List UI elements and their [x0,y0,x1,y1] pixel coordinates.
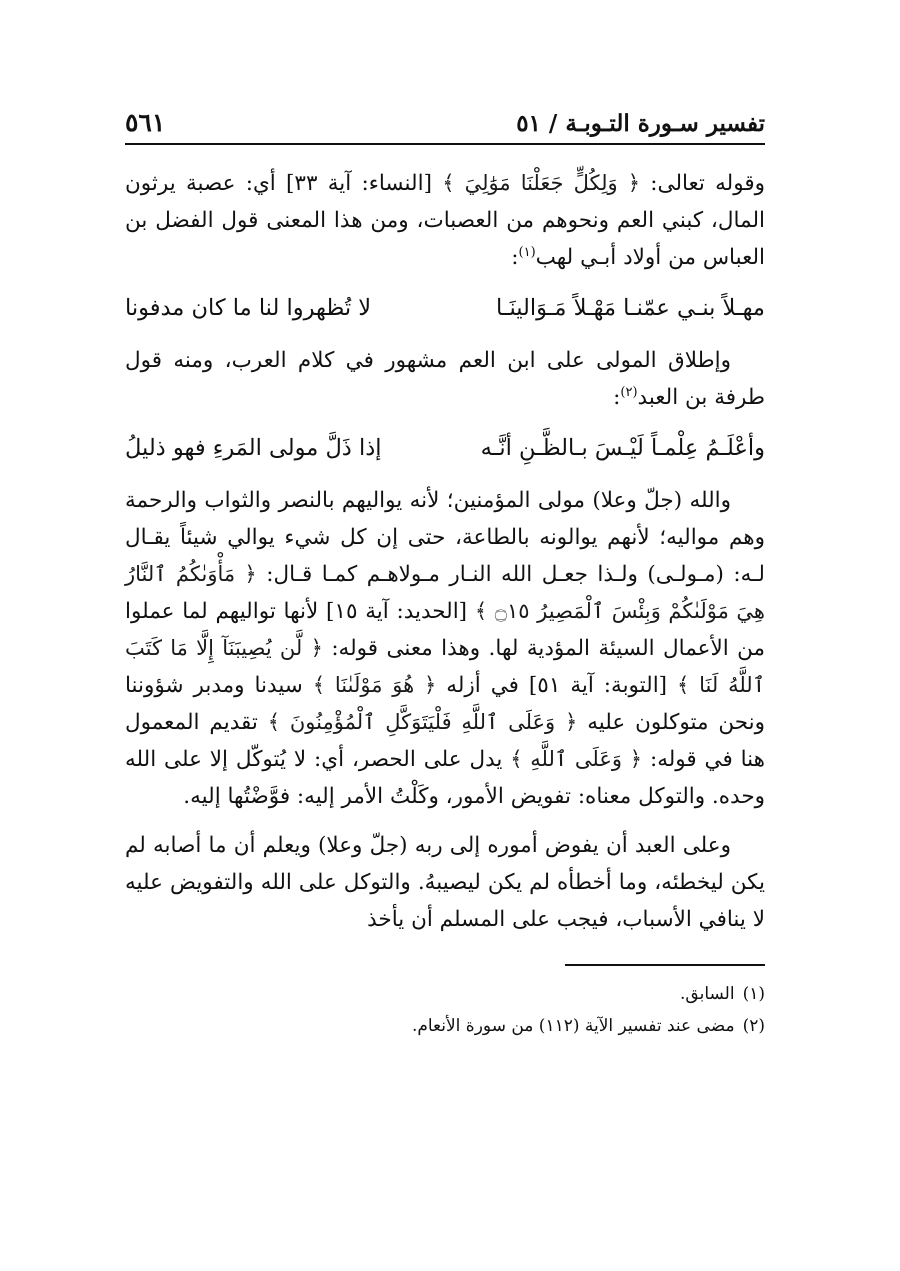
p1-text-c: : [511,245,519,270]
paragraph-1 [125,165,765,276]
p2-text-b: : [613,385,621,410]
footnote-text: مضى عند تفسير الآية (١١٢) من سورة الأنعام. [411,1016,735,1036]
quran-verse: ﴿ وَعَلَى ٱللَّهِ فَلْيَتَوَكَّلِ ٱلْمُؤْمِنُونَ ﴾ [267,710,578,734]
hemistich-left: لا تُظهروا لنا ما كان مدفونا [125,295,372,321]
quran-verse: ﴿ مَأْوَىٰكُمُ ٱلنَّارُ هِيَ مَوْلَىٰكُمْ وَبِئْسَ ٱلْمَصِيرُ ۝١٥ ﴾ [125,562,765,623]
poem-line-1 [125,288,765,328]
paragraph-3 [125,482,765,815]
header-title: تفسير سـورة التـوبـة / ٥١ [516,110,765,137]
quran-verse: ﴿ وَعَلَى ٱللَّهِ ﴾ [510,747,643,771]
quran-verse: ﴿ هُوَ مَوْلَىٰنَا ﴾ [312,673,437,697]
p3-text-a: والله (جلّ وعلا) مولى المؤمنين؛ لأنه يواليهم بالنصر والثواب والرحمة وهم مواليه؛ لأنهم يوالونه بالطاعة، حتى إن كل شيء يوالي شيئاً يقـال لـه: (مـولـى) ولـذا جعـل الله النـار مـولاهـم كمـا قـال: [125,488,765,587]
footnote-number: (١) [742,984,765,1004]
footnote-text: السابق. [680,984,735,1004]
book-page [125,108,765,1042]
footnote-ref-2: (٢) [620,384,638,400]
footnote-number: (٢) [742,1016,765,1036]
running-header [125,108,765,145]
footnote-divider [565,964,765,966]
footnote-2 [125,1010,765,1042]
p3-text-b: [الحديد: آية ١٥] لأنها تواليهم لما عملوا من الأعمال السيئة المؤدية لها. وهذا معنى قوله: [125,599,765,661]
quran-verse: ﴿ لَّن يُصِيبَنَآ إِلَّا مَا كَتَبَ ٱللَّهُ لَنَا ﴾ [125,636,766,697]
p3-text-f: يدل على الحصر، أي: لا يُتوكّل إلا على الله وحده. والتوكل معناه: تفويض الأمور، وكَلْتُ الأمر إليه: فوَّضْتُها إليه. [125,747,765,809]
paragraph-2 [125,342,765,416]
footnote-1 [125,978,765,1010]
hemistich-right: وأعْلَـمُ عِلْمـاً لَيْـسَ بـالظَّـنِ أنَّـه [480,435,765,461]
poem-line-2 [125,428,765,468]
footnote-ref-1: (١) [518,244,536,260]
hemistich-left: إذا ذَلَّ مولى المَرءِ فهو ذليلُ [125,435,382,461]
paragraph-4: وعلى العبد أن يفوض أموره إلى ربه (جلّ وعلا) ويعلم أن ما أصابه لم يكن ليخطئه، وما أخطأه لم يكن ليصيبهُ. والتوكل على الله والتفويض عليه لا ينافي الأسباب، فيجب على المسلم أن يأخذ [125,833,765,932]
p3-text-e: تقديم المعمول هنا في قوله: [125,710,765,772]
quran-verse: ﴿ وَلِكُلٍّ جَعَلْنَا مَوَٰلِيَ ﴾ [442,171,641,195]
p3-text-d: سيدنا ومدبر شؤوننا ونحن متوكلون عليه [125,673,766,735]
hemistich-right: مهـلاً بنـي عمّنـا مَهْـلاً مَـوَالينَـا [496,295,765,321]
p1-text-b: [النساء: آية ٣٣] أي: عصبة يرثون المال، كبني العم ونحوهم من العصبات، ومن هذا المعنى قول الفضل بن العباس من أولاد أبـي لهب [125,171,765,270]
p1-text-a: وقوله تعالى: [640,171,765,196]
page-number: ٥٦١ [125,108,166,137]
p2-text-a: وإطلاق المولى على ابن العم مشهور في كلام العرب، ومنه قول طرفة بن العبد [125,348,765,410]
p3-text-c: [التوبة: آية ٥١] في أزله [436,673,678,698]
